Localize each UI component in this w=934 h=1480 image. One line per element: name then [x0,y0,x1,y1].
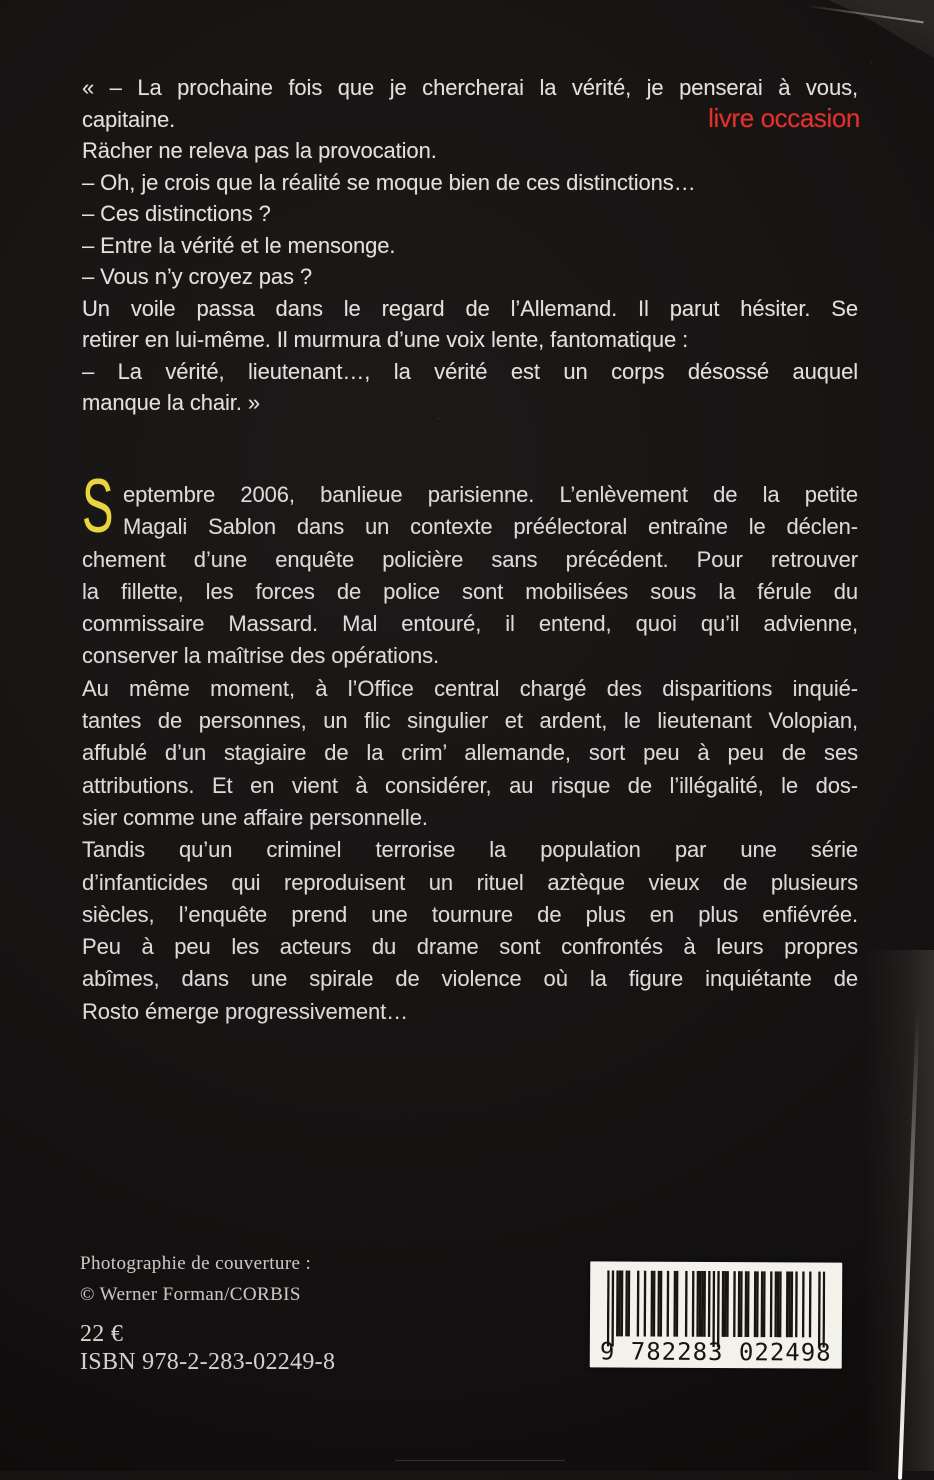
used-book-stamp: livre occasion [708,103,860,133]
synopsis-paragraph [82,464,858,673]
quote-line: – Vous n’y croyez pas ? [82,264,313,289]
backdrop-corner [774,0,934,58]
quote-line: « – La prochaine fois que je chercherai la vérité, je penserai à vous, [82,75,858,100]
quote-line: – Oh, je crois que la réalité se moque bien de ces distinctions… [82,169,696,195]
synopsis-line: Rosto émerge progressivement… [82,998,409,1024]
synopsis-line: abîmes, dans une spirale de violence où la figure inquiétante de [82,966,858,992]
synopsis-line: attributions. Et en vient à considérer, au risque de l’illégalité, le dos- [82,772,858,798]
barcode-label [590,1261,843,1368]
pricing-block [80,1320,335,1376]
quote-line: – Entre la vérité et le mensonge. [82,232,396,258]
synopsis-line: d’infanticides qui reproduisent un rituel aztèque vieux de plusieurs [82,869,858,895]
quote-line: Rächer ne releva pas la provocation. [82,138,437,163]
synopsis-line: eptembre 2006, banlieue parisienne. L’enlèvement de la petite [123,482,858,507]
synopsis-line: Peu à peu les acteurs du drame sont confrontés à leurs propres [82,934,858,960]
photo-credit [80,1248,311,1310]
synopsis-line: Magali Sablon dans un contexte préélectoral entraîne le déclen- [123,514,858,540]
isbn-text: ISBN 978-2-283-02249-8 [80,1349,336,1375]
synopsis-line: siècles, l’enquête prend une tournure de plus en plus enfiévrée. [82,901,858,927]
drop-cap [82,464,119,549]
synopsis-paragraph [82,834,858,1028]
spine-sheen [864,950,934,1471]
quote-line: capitaine. [82,106,176,132]
quote-line: Un voile passa dans le regard de l’Allemand. Il parut hésiter. Se [82,295,858,321]
quote-line: manque la chair. » [82,390,260,415]
photo-credit-value: © Werner Forman/CORBIS [80,1284,301,1305]
quote-line: – La vérité, lieutenant…, la vérité est un corps désossé auquel [82,358,858,384]
drop-cap-letter: S [82,464,114,549]
synopsis-line: Tandis qu’un criminel terrorise la population par une série [82,837,858,863]
synopsis-line: tantes de personnes, un flic singulier et ardent, le lieutenant Volopian, [82,708,858,734]
photo-credit-label: Photographie de couverture : [80,1253,312,1274]
dust-specks [0,0,1,1]
synopsis-line: conserver la maîtrise des opérations. [82,643,440,669]
synopsis-line: chement d’une enquête policière sans précédent. Pour retrouver [82,546,858,572]
price-text: 22 € [80,1321,124,1347]
synopsis-line: commissaire Massard. Mal entouré, il entend, quoi qu’il advienne, [82,611,858,637]
synopsis-paragraph [82,673,858,834]
quote-line: – Ces distinctions ? [82,201,271,226]
synopsis-block [82,464,858,1028]
barcode-bars [607,1270,825,1347]
synopsis-line: la fillette, les forces de police sont mobilisées sous la férule du [82,578,858,604]
quote-line: retirer en lui-même. Il murmura d’une voix lente, fantomatique : [82,327,689,352]
barcode-number: 9 782283 022498 [599,1337,832,1367]
synopsis-line: affublé d’un stagiaire de la crim’ allemande, sort peu à peu de ses [82,740,858,766]
synopsis-line: sier comme une affaire personnelle. [82,804,428,830]
scratch-mark [395,1460,565,1461]
synopsis-line: Au même moment, à l’Office central chargé des disparitions inquié- [82,675,858,701]
